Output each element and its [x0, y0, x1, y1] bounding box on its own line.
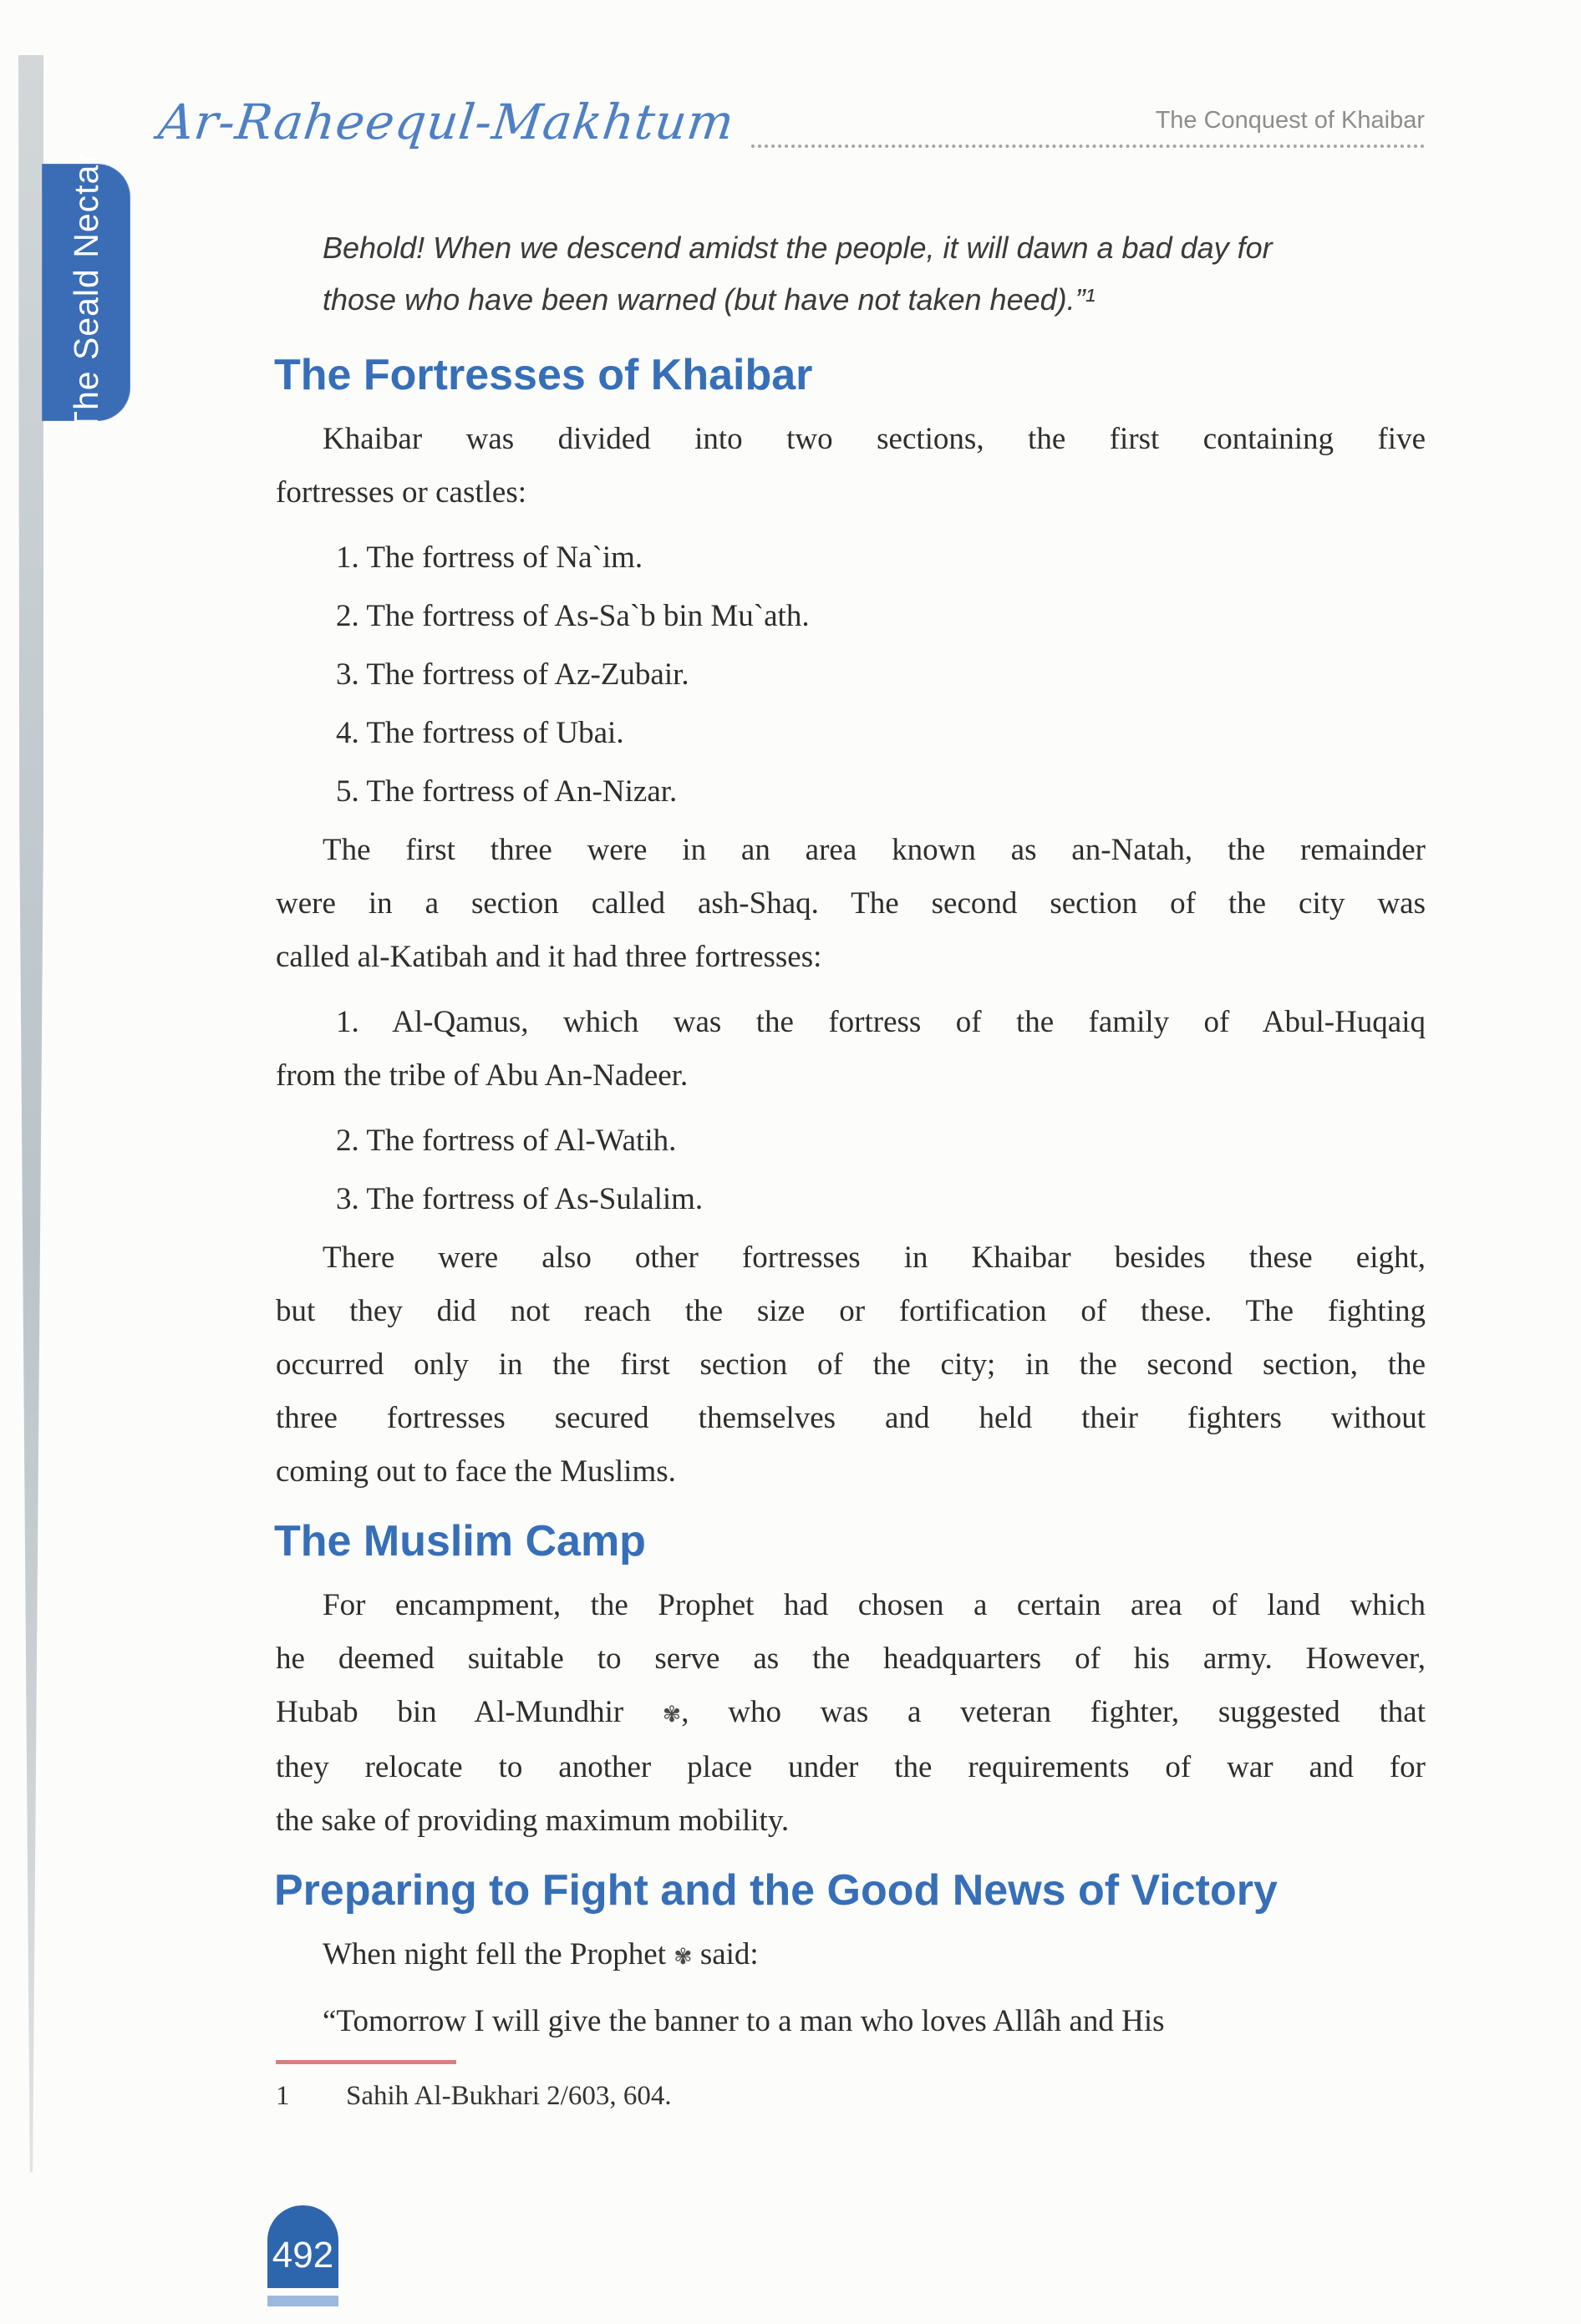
- body-paragraph: [276, 996, 1426, 1103]
- body-paragraph: [276, 1231, 1426, 1499]
- header-dotted-rule: [751, 107, 1425, 148]
- body-line: called al-Katibah and it had three fortresses:: [276, 940, 822, 974]
- quote-line: those who have been warned (but have not taken heed).”¹: [323, 282, 1096, 317]
- section-heading: The Fortresses of Khaibar: [274, 351, 813, 399]
- chapter-title: The Conquest of Khaibar: [1155, 106, 1425, 134]
- body-line: from the tribe of Abu An-Nadeer.: [276, 1058, 689, 1093]
- list-item: 2. The fortress of As-Sa`b bin Mu`ath.: [336, 599, 810, 633]
- page-number-badge: [267, 2205, 338, 2288]
- list-item: 5. The fortress of An-Nizar.: [336, 774, 678, 809]
- body-paragraph: [276, 1579, 1426, 1848]
- body-line: Khaibar was divided into two sections, the first containing five: [323, 422, 1426, 456]
- body-line: were in a section called ash-Shaq. The second section of the city was: [276, 886, 1426, 921]
- footnote-number: 1: [276, 2081, 290, 2111]
- body-line: For encampment, the Prophet had chosen a certain area of land which: [323, 1588, 1426, 1622]
- honorific-calligraphy-icon: ✾: [662, 1702, 682, 1727]
- list-item: 2. The fortress of Al-Watih.: [336, 1124, 677, 1158]
- body-line: 1. Al-Qamus, which was the fortress of the family of Abul-Huqaiq: [336, 1005, 1426, 1039]
- body-line: There were also other fortresses in Khaibar besides these eight,: [323, 1241, 1426, 1275]
- chapter-side-tab: [42, 152, 130, 433]
- page-content: [276, 222, 1426, 2114]
- quran-quote: [323, 222, 1426, 326]
- body-paragraph: [276, 1995, 1426, 2048]
- book-title-script: Ar-Raheequl-Makhtum: [155, 94, 738, 150]
- body-line: fortresses or castles:: [276, 475, 527, 510]
- body-line: the sake of providing maximum mobility.: [276, 1804, 790, 1838]
- body-line: When night fell the Prophet ✾ said:: [323, 1937, 759, 1971]
- list-item: 3. The fortress of Az-Zubair.: [336, 657, 689, 692]
- page-number-strip: [267, 2296, 338, 2306]
- body-line: occurred only in the first section of the city; in the second section, the: [276, 1347, 1426, 1382]
- section-heading: The Muslim Camp: [274, 1517, 646, 1565]
- body-line: three fortresses secured themselves and held their fighters without: [276, 1401, 1426, 1435]
- list-item: 4. The fortress of Ubai.: [336, 716, 624, 750]
- body-line: they relocate to another place under the requirements of war and for: [276, 1750, 1426, 1784]
- page-header: [155, 94, 1425, 150]
- body-line: The first three were in an area known as an-Natah, the remainder: [323, 833, 1426, 867]
- page-number: 492: [272, 2235, 334, 2276]
- body-line: but they did not reach the size or fortification of these. The fighting: [276, 1294, 1426, 1328]
- spine-shadow-bar: [18, 55, 43, 2194]
- body-paragraph: [276, 1928, 1426, 1983]
- body-paragraph: [276, 824, 1426, 984]
- body-line: “Tomorrow I will give the banner to a man who loves Allâh and His: [323, 2004, 1165, 2038]
- body-paragraph: [276, 413, 1426, 520]
- list-item: 1. The fortress of Na`im.: [336, 540, 643, 575]
- footnote: 1 Sahih Al-Bukhari 2/603, 604.: [276, 2078, 1426, 2114]
- side-tab-label: The Seald Nectar: [66, 152, 105, 433]
- body-line: he deemed suitable to serve as the headquarters of his army. However,: [276, 1642, 1426, 1676]
- quote-line: Behold! When we descend amidst the people, it will dawn a bad day for: [323, 231, 1273, 265]
- section-heading: Preparing to Fight and the Good News of Victory: [274, 1866, 1278, 1915]
- body-line: coming out to face the Muslims.: [276, 1454, 676, 1489]
- body-line: Hubab bin Al-Mundhir ✾, who was a veteran fighter, suggested that: [276, 1695, 1426, 1729]
- list-item: 3. The fortress of As-Sulalim.: [336, 1182, 704, 1216]
- footnote-rule: [276, 2060, 456, 2064]
- honorific-calligraphy-icon: ✾: [674, 1944, 693, 1969]
